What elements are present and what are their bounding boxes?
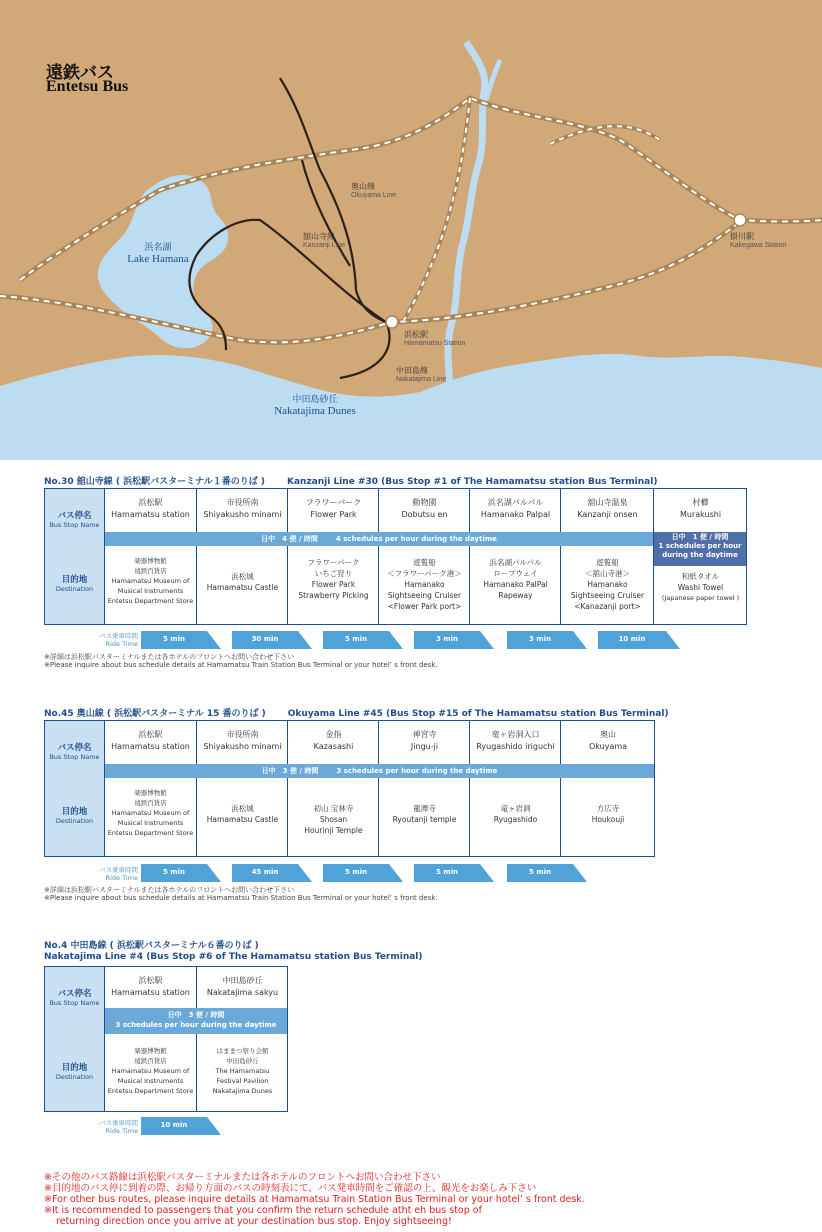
dest-line: Hamamatsu Museum of [111, 1067, 190, 1075]
destination [197, 803, 288, 825]
destination [561, 557, 654, 612]
destination [105, 1046, 196, 1096]
dest-line: (Japanese paper towel ) [661, 594, 740, 602]
dest-line: 竜ヶ岩洞 [500, 804, 531, 813]
dest-line: Musical Instruments [117, 1077, 184, 1085]
route4-title-en: Nakatajima Line #4 (Bus Stop #6 of The Hamamatsu station Bus Terminal) [44, 952, 423, 962]
destination [288, 557, 379, 601]
destination [105, 788, 196, 838]
stop-name [561, 729, 655, 753]
dest-line: 和紙タオル [681, 572, 720, 581]
dest-line: 遠鉄百貨店 [134, 567, 167, 575]
stop-en: Kanzanji onsen [577, 510, 638, 519]
dest-line: <Kanazanji port> [574, 602, 641, 611]
okuyama-line-jp: 奥山線 [351, 182, 375, 191]
route30-special-schedule [654, 532, 746, 566]
note-jp: ※詳細は浜松駅バスターミナルまたは各ホテルのフロントへお問い合わせ下さい [44, 886, 295, 894]
hdr-stop-jp: バス停名 [57, 511, 92, 521]
route30-schedule-bar [105, 532, 653, 546]
stop-en: Murakushi [679, 510, 722, 519]
route45-hdr-dest [45, 805, 104, 825]
dest-line: Hamamatsu Castle [206, 583, 279, 592]
dest-line: 遊覧船 [413, 558, 436, 567]
route30-ride-time [232, 631, 312, 649]
nakatajima-line-en: Nakatajima Line [396, 376, 447, 383]
route4-stop-col [105, 967, 196, 1111]
kanzanji-line-label [303, 232, 345, 250]
route30-table [44, 488, 747, 625]
schedule-en: 3 schedules per hour during the daytime [336, 767, 498, 775]
ride-time-value: 5 min [345, 868, 367, 876]
route45-ride-label [80, 866, 138, 882]
ride-time-value: 10 min [618, 635, 646, 643]
route30-ride-time [414, 631, 494, 649]
ride-jp: バス乗車時間 [99, 1119, 138, 1127]
route30-stop-col [105, 489, 196, 624]
stop-en: Ryugashido iriguchi [476, 742, 555, 751]
route45-ride-time [323, 864, 403, 882]
nakatajima-dunes-label [260, 392, 370, 417]
stop-name [105, 975, 196, 999]
destination [379, 803, 470, 825]
ride-time-value: 45 min [251, 868, 279, 876]
dest-line: ＜舘山寺港＞ [585, 569, 630, 578]
ride-time-value: 3 min [436, 635, 458, 643]
map-title-en: Entetsu Bus [46, 78, 129, 95]
dest-line: Strawberry Picking [298, 591, 369, 600]
route45-schedule-bar [105, 764, 654, 778]
nakatajima-dunes-jp: 中田島砂丘 [292, 394, 338, 404]
schedule-en: 3 schedules per hour during the daytime [115, 1021, 277, 1029]
route45-stop-col [560, 721, 655, 856]
route4-schedule-bar [105, 1008, 287, 1034]
kakegawa-station-label [730, 232, 786, 250]
ride-time-value: 5 min [529, 868, 551, 876]
special-jp: 日中 1 便 / 時間 [671, 533, 729, 541]
stop-name [288, 497, 379, 521]
route4-stop-col [196, 967, 288, 1111]
route4-table [44, 966, 288, 1112]
hamamatsu-station-marker [386, 316, 398, 328]
stop-name [561, 497, 654, 521]
stop-name [379, 497, 470, 521]
stop-en: Hamamatsu station [111, 988, 190, 997]
schedule-jp: 日中 3 便 / 時間 [167, 1011, 225, 1019]
dest-line: 遠鉄百貨店 [134, 799, 167, 807]
dest-line: Musical Instruments [117, 819, 184, 827]
footer-line: ※目的地のバス停に到着の際、お帰り方面のバスの時刻表にて、バス発車時間をご確認の上、観光をお楽しみ下さい [44, 1183, 537, 1194]
lake-hamana-en: Lake Hamana [127, 253, 189, 265]
route4-hdr-dest [45, 1061, 104, 1081]
stop-name [105, 497, 196, 521]
route4-title-jp: No.4 中田島線 ( 浜松駅バスターミナル６番のりば ) [44, 941, 259, 951]
dest-line: Hamanako [587, 580, 628, 589]
destination [561, 803, 655, 825]
stop-jp: 中田島砂丘 [222, 976, 263, 985]
route30-note [44, 653, 438, 669]
stop-jp: 奥山 [600, 730, 616, 739]
route30-title-jp: No.30 舘山寺線 ( 浜松駅バスターミナル１番のりば ) [44, 477, 265, 487]
hdr-stop-jp: バス停名 [57, 743, 92, 753]
dest-line: Nakatajima Dunes [212, 1087, 273, 1095]
dest-line: はままつ祭り会館 [216, 1047, 269, 1055]
stop-jp: 金指 [325, 730, 342, 739]
stop-jp: 浜松駅 [138, 730, 163, 739]
footer-line: ※For other bus routes, please inquire details at Hamamatsu Train Station Bus Terminal or your hotel’ s front desk. [44, 1194, 585, 1205]
okuyama-line-label [351, 182, 396, 200]
stop-name [470, 729, 561, 753]
stop-jp: 浜名湖パルパル [487, 498, 544, 507]
route30-ride-time [598, 631, 680, 649]
destination [197, 1046, 288, 1096]
dest-line: Hourinji Temple [304, 826, 363, 835]
dest-line: Hamamatsu Museum of [111, 809, 190, 817]
route30-ride-time [141, 631, 221, 649]
stop-jp: 市役所南 [226, 730, 259, 739]
dest-line: 楽器博物館 [134, 557, 167, 565]
stop-name [288, 729, 379, 753]
route30-hdr-dest [45, 573, 104, 593]
hdr-dest-en: Destination [55, 585, 94, 593]
stop-name [654, 497, 747, 521]
hdr-dest-jp: 目的地 [61, 575, 88, 585]
footer-line: ※It is recommended to passengers that you confirm the return schedule atht eh bus stop of [44, 1205, 482, 1216]
route4-ride-label [80, 1119, 138, 1135]
route45-hdr-stop [45, 741, 104, 761]
dest-line: Entetsu Department Store [107, 597, 194, 605]
stop-en: Dobutsu en [401, 510, 448, 519]
stop-jp: フラワーパーク [305, 498, 362, 507]
stop-name [197, 729, 288, 753]
hdr-stop-en: Bus Stop Name [49, 999, 100, 1007]
route30-title [44, 474, 657, 487]
dest-line: 楽器博物館 [134, 789, 167, 797]
stop-jp: 村櫛 [692, 498, 709, 507]
footer-notes [44, 1172, 585, 1227]
stop-en: Hamamatsu station [111, 742, 190, 751]
ride-en: Ride Time [105, 1127, 138, 1135]
kakegawa-station-marker [734, 214, 746, 226]
dest-line: Festival Pavilion [216, 1077, 269, 1085]
hdr-dest-jp: 目的地 [61, 1063, 88, 1073]
route30-ride-time [323, 631, 403, 649]
route45-title-jp: No.45 奥山線 ( 浜松駅バスターミナル 15 番のりば ) [44, 709, 266, 719]
hamamatsu-station-jp: 浜松駅 [404, 330, 428, 339]
dest-line: Entetsu Department Store [107, 829, 194, 837]
route45-stop-col [105, 721, 196, 856]
kanzanji-line-en: Kanzanji Line [303, 242, 346, 249]
stop-jp: 神宮寺 [412, 730, 437, 739]
route30-stop-col [469, 489, 561, 624]
dest-line: Washi Towel [677, 583, 724, 592]
route30-title-en: Kanzanji Line #30 (Bus Stop #1 of The Hamamatsu station Bus Terminal) [286, 477, 658, 487]
note-en: ※Please inquire about bus schedule details at Hamamatsu Train Station Bus Terminal or your hotel’ s front desk. [44, 894, 438, 902]
hdr-dest-en: Destination [55, 1073, 94, 1081]
kakegawa-station-en: Kakegawa Station [730, 242, 787, 249]
stop-en: Hamanako Palpal [480, 510, 551, 519]
special-en1: 1 schedules per hour [658, 542, 742, 550]
stop-en: Hamamatsu station [111, 510, 190, 519]
dest-line: 方広寺 [596, 804, 620, 813]
dest-line: 浜松城 [231, 572, 254, 581]
ride-time-value: 5 min [436, 868, 458, 876]
dest-line: 初山 宝林寺 [313, 804, 354, 813]
route4-hdr-stop [45, 987, 104, 1007]
ride-jp: バス乗車時間 [99, 632, 138, 640]
dest-line: ロープウェイ [493, 569, 538, 578]
route30-hdr-stop [45, 509, 104, 529]
dest-line: Entetsu Department Store [107, 1087, 194, 1095]
ride-en: Ride Time [105, 874, 138, 882]
route4-title [44, 941, 423, 963]
okuyama-line-en: Okuyama Line [351, 192, 397, 199]
dest-line: いちご狩り [314, 569, 353, 578]
stop-jp: 竜ヶ岩洞入口 [491, 730, 540, 739]
hdr-stop-jp: バス停名 [57, 989, 92, 999]
dest-line: 中田島砂丘 [226, 1057, 259, 1065]
dest-line: Hamamatsu Castle [206, 815, 279, 824]
stop-name [197, 497, 288, 521]
route4-ride-time [141, 1117, 221, 1135]
route45-title-en: Okuyama Line #45 (Bus Stop #15 of The Hamamatsu station Bus Terminal) [287, 709, 669, 719]
note-en: ※Please inquire about bus schedule details at Hamamatsu Train Station Bus Terminal or your hotel’ s front desk. [44, 661, 438, 669]
lake-hamana-jp: 浜名湖 [144, 242, 172, 252]
schedule-jp: 日中 3 便 / 時間 [261, 767, 319, 775]
note-jp: ※詳細は浜松駅バスターミナルまたは各ホテルのフロントへお問い合わせ下さい [44, 653, 295, 661]
dest-line: Ryugashido [493, 815, 538, 824]
route45-ride-time [507, 864, 587, 882]
route45-stop-col [469, 721, 561, 856]
stop-jp: 市役所南 [226, 498, 259, 507]
hamamatsu-station-en: Hamamatsu Station [404, 340, 466, 347]
route45-title [44, 706, 669, 719]
dest-line: 楽器博物館 [134, 1047, 167, 1055]
ride-time-value: 30 min [251, 635, 279, 643]
dest-line: フラワーパーク [307, 558, 360, 567]
dest-line: Hamanako PalPal [483, 580, 548, 589]
route45-ride-time [414, 864, 494, 882]
dest-line: Flower Park [311, 580, 356, 589]
footer-line: returning direction once you arrive at your destination bus stop. Enjoy sightseeing! [56, 1216, 452, 1227]
dest-line: 遠鉄百貨店 [134, 1057, 167, 1065]
stop-jp: 動物園 [412, 498, 437, 507]
kanzanji-line-jp: 舘山寺線 [303, 232, 335, 241]
kakegawa-station-jp: 掛川駅 [730, 232, 754, 241]
stop-name [379, 729, 470, 753]
stop-en: Shiyakusho minami [203, 510, 282, 519]
stop-en: Shiyakusho minami [203, 742, 282, 751]
schedule-en: 4 schedules per hour during the daytime [335, 535, 497, 543]
route30-stop-col [560, 489, 654, 624]
stop-jp: 舘山寺温泉 [587, 498, 628, 507]
stop-en: Okuyama [588, 742, 628, 751]
route30-ride-time [507, 631, 587, 649]
route30-stop-col [378, 489, 470, 624]
route45-note [44, 886, 438, 902]
map-title-jp: 遠鉄バス [46, 63, 114, 82]
ride-time-value: 5 min [345, 635, 367, 643]
route45-stop-col [287, 721, 379, 856]
stop-en: Flower Park [310, 510, 357, 519]
route45-stop-col [196, 721, 288, 856]
hdr-dest-en: Destination [55, 817, 94, 825]
map-graphic [0, 0, 822, 460]
stop-name [470, 497, 561, 521]
dest-line: The Hamamatsu [215, 1067, 270, 1075]
nakatajima-line-label [396, 366, 446, 384]
route30-ride-label [80, 632, 138, 648]
stop-jp: 浜松駅 [138, 498, 163, 507]
ride-time-value: 3 min [529, 635, 551, 643]
dest-line: Musical Instruments [117, 587, 184, 595]
hamamatsu-station-label [404, 330, 465, 348]
nakatajima-line-jp: 中田島線 [396, 366, 428, 375]
dest-line: Sightseeing Cruiser [387, 591, 462, 600]
nakatajima-dunes-en: Nakatajima Dunes [274, 405, 356, 417]
lake-hamana-label [118, 240, 198, 265]
destination [105, 556, 196, 606]
dest-line: Shosan [319, 815, 348, 824]
route30-stop-col [287, 489, 379, 624]
dest-line: Rapeway [498, 591, 533, 600]
hdr-dest-jp: 目的地 [61, 807, 88, 817]
dest-line: ＜フラワーパーク港＞ [387, 569, 462, 578]
ride-time-value: 5 min [163, 868, 185, 876]
destination [197, 571, 288, 593]
dest-line: <Flower Park port> [387, 602, 462, 611]
schedule-jp: 日中 4 便 / 時間 [261, 535, 318, 543]
dest-line: 浜名湖パルパル [489, 558, 542, 567]
stop-name [105, 729, 196, 753]
destination [654, 571, 747, 604]
stop-name [197, 975, 288, 999]
dest-line: 浜松城 [231, 804, 254, 813]
dest-line: 龍潭寺 [413, 804, 436, 813]
stop-jp: 浜松駅 [138, 976, 163, 985]
dest-line: Hamanako [404, 580, 445, 589]
route30-stop-col [196, 489, 288, 624]
dest-line: Sightseeing Cruiser [570, 591, 645, 600]
destination [379, 557, 470, 612]
hdr-stop-en: Bus Stop Name [49, 521, 100, 529]
route45-ride-time [141, 864, 221, 882]
hdr-stop-en: Bus Stop Name [49, 753, 100, 761]
dest-line: Hamamatsu Museum of [111, 577, 190, 585]
dest-line: Houkouji [591, 815, 625, 824]
ride-time-value: 10 min [160, 1121, 188, 1129]
dest-line: 遊覧船 [596, 558, 619, 567]
dest-line: Ryoutanji temple [392, 815, 457, 824]
ride-jp: バス乗車時間 [99, 866, 138, 874]
route45-stop-col [378, 721, 470, 856]
route45-ride-time [232, 864, 312, 882]
route-map [0, 0, 822, 460]
stop-en: Kazasashi [313, 742, 354, 751]
destination [288, 803, 379, 836]
footer-line: ※その他のバス路線は浜松駅バスターミナルまたは各ホテルのフロントへお問い合わせ下さい [44, 1172, 441, 1183]
special-en2: during the daytime [662, 551, 738, 559]
ride-time-value: 5 min [163, 635, 185, 643]
stop-en: Nakatajima sakyu [206, 988, 279, 997]
ride-en: Ride Time [105, 640, 138, 648]
destination [470, 803, 561, 825]
route45-table [44, 720, 655, 857]
destination [470, 557, 561, 601]
stop-en: Jingu-ji [410, 742, 439, 751]
